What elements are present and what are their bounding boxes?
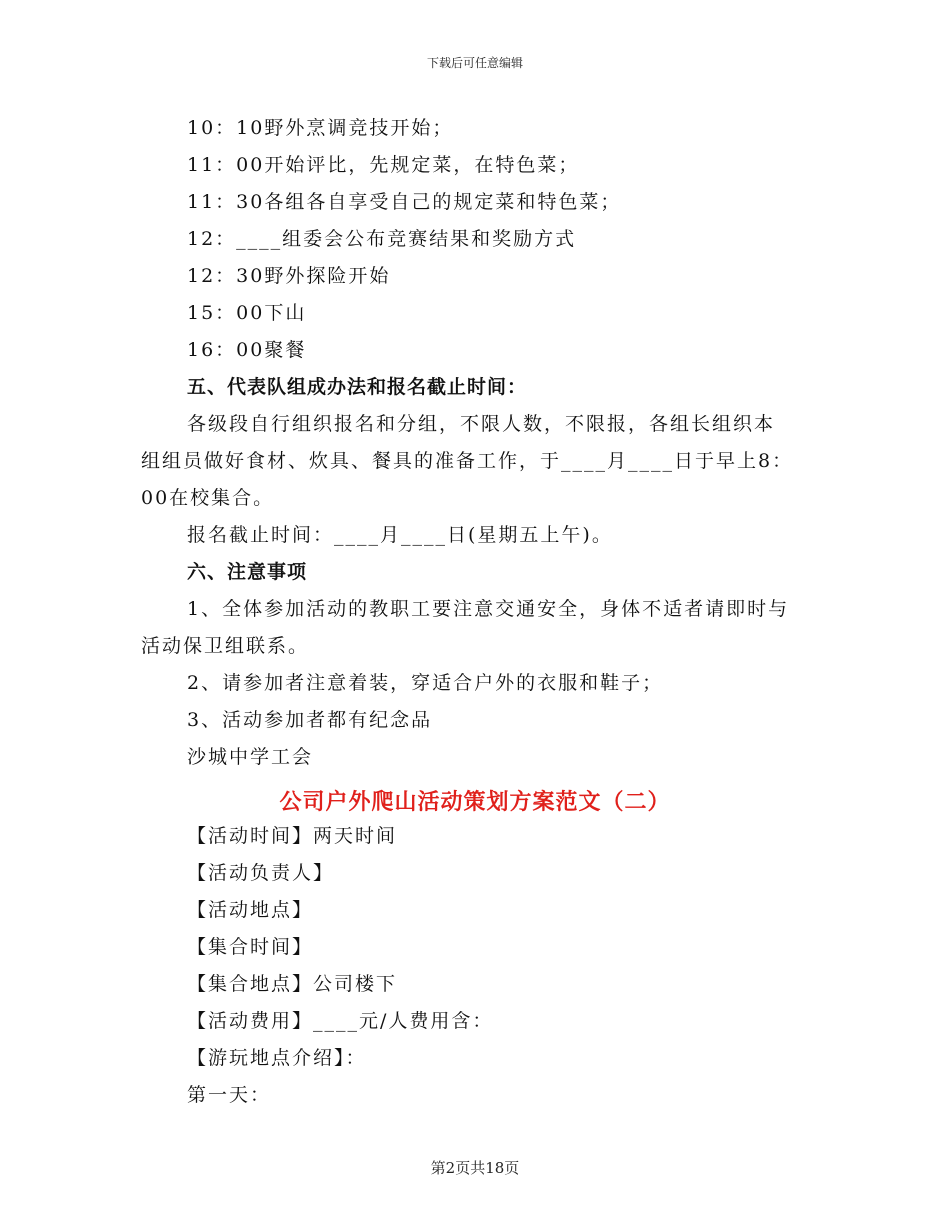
field-line: 【集合时间】 [187,936,314,958]
paragraph-line: 各级段自行组织报名和分组，不限人数，不限报，各组长组织本 [187,413,776,435]
section-heading: 六、注意事项 [187,561,308,583]
section-heading: 五、代表队组成办法和报名截止时间： [187,376,528,398]
field-line: 【活动费用】____元/人费用含： [187,1010,494,1032]
field-line: 【活动时间】两天时间 [187,825,398,847]
schedule-line: 11：30各组各自享受自己的规定菜和特色菜； [187,191,622,213]
paragraph-line: 00在校集合。 [141,487,275,509]
notice-item: 1、全体参加活动的教职工要注意交通安全，身体不适者请即时与 [187,598,790,620]
schedule-line: 11：00开始评比，先规定菜，在特色菜； [187,154,580,176]
schedule-line: 10：10野外烹调竞技开始； [187,117,454,139]
page-header: 下载后可任意编辑 [426,56,523,70]
schedule-line: 15：00下山 [187,302,307,324]
field-line: 【游玩地点介绍】： [187,1047,367,1069]
signature: 沙城中学工会 [187,746,314,768]
schedule-line: 12：30野外探险开始 [187,265,391,287]
schedule-line: 12：____组委会公布竞赛结果和奖励方式 [187,228,577,250]
document-title: 公司户外爬山活动策划方案范文（二） [279,790,671,815]
day-heading: 第一天： [187,1084,272,1106]
notice-item-continued: 活动保卫组联系。 [141,635,310,657]
deadline-line: 报名截止时间：____月____日(星期五上午)。 [187,524,613,546]
notice-item: 2、请参加者注意着装，穿适合户外的衣服和鞋子； [187,672,664,694]
field-line: 【集合地点】公司楼下 [187,973,398,995]
field-line: 【活动地点】 [187,899,314,921]
paragraph-line: 组组员做好食材、炊具、餐具的准备工作，于____月____日于早上8： [141,450,794,472]
schedule-line: 16：00聚餐 [187,339,307,361]
page-footer: 第2页共18页 [430,1159,520,1177]
field-line: 【活动负责人】 [187,862,335,884]
notice-item: 3、活动参加者都有纪念品 [187,709,433,731]
